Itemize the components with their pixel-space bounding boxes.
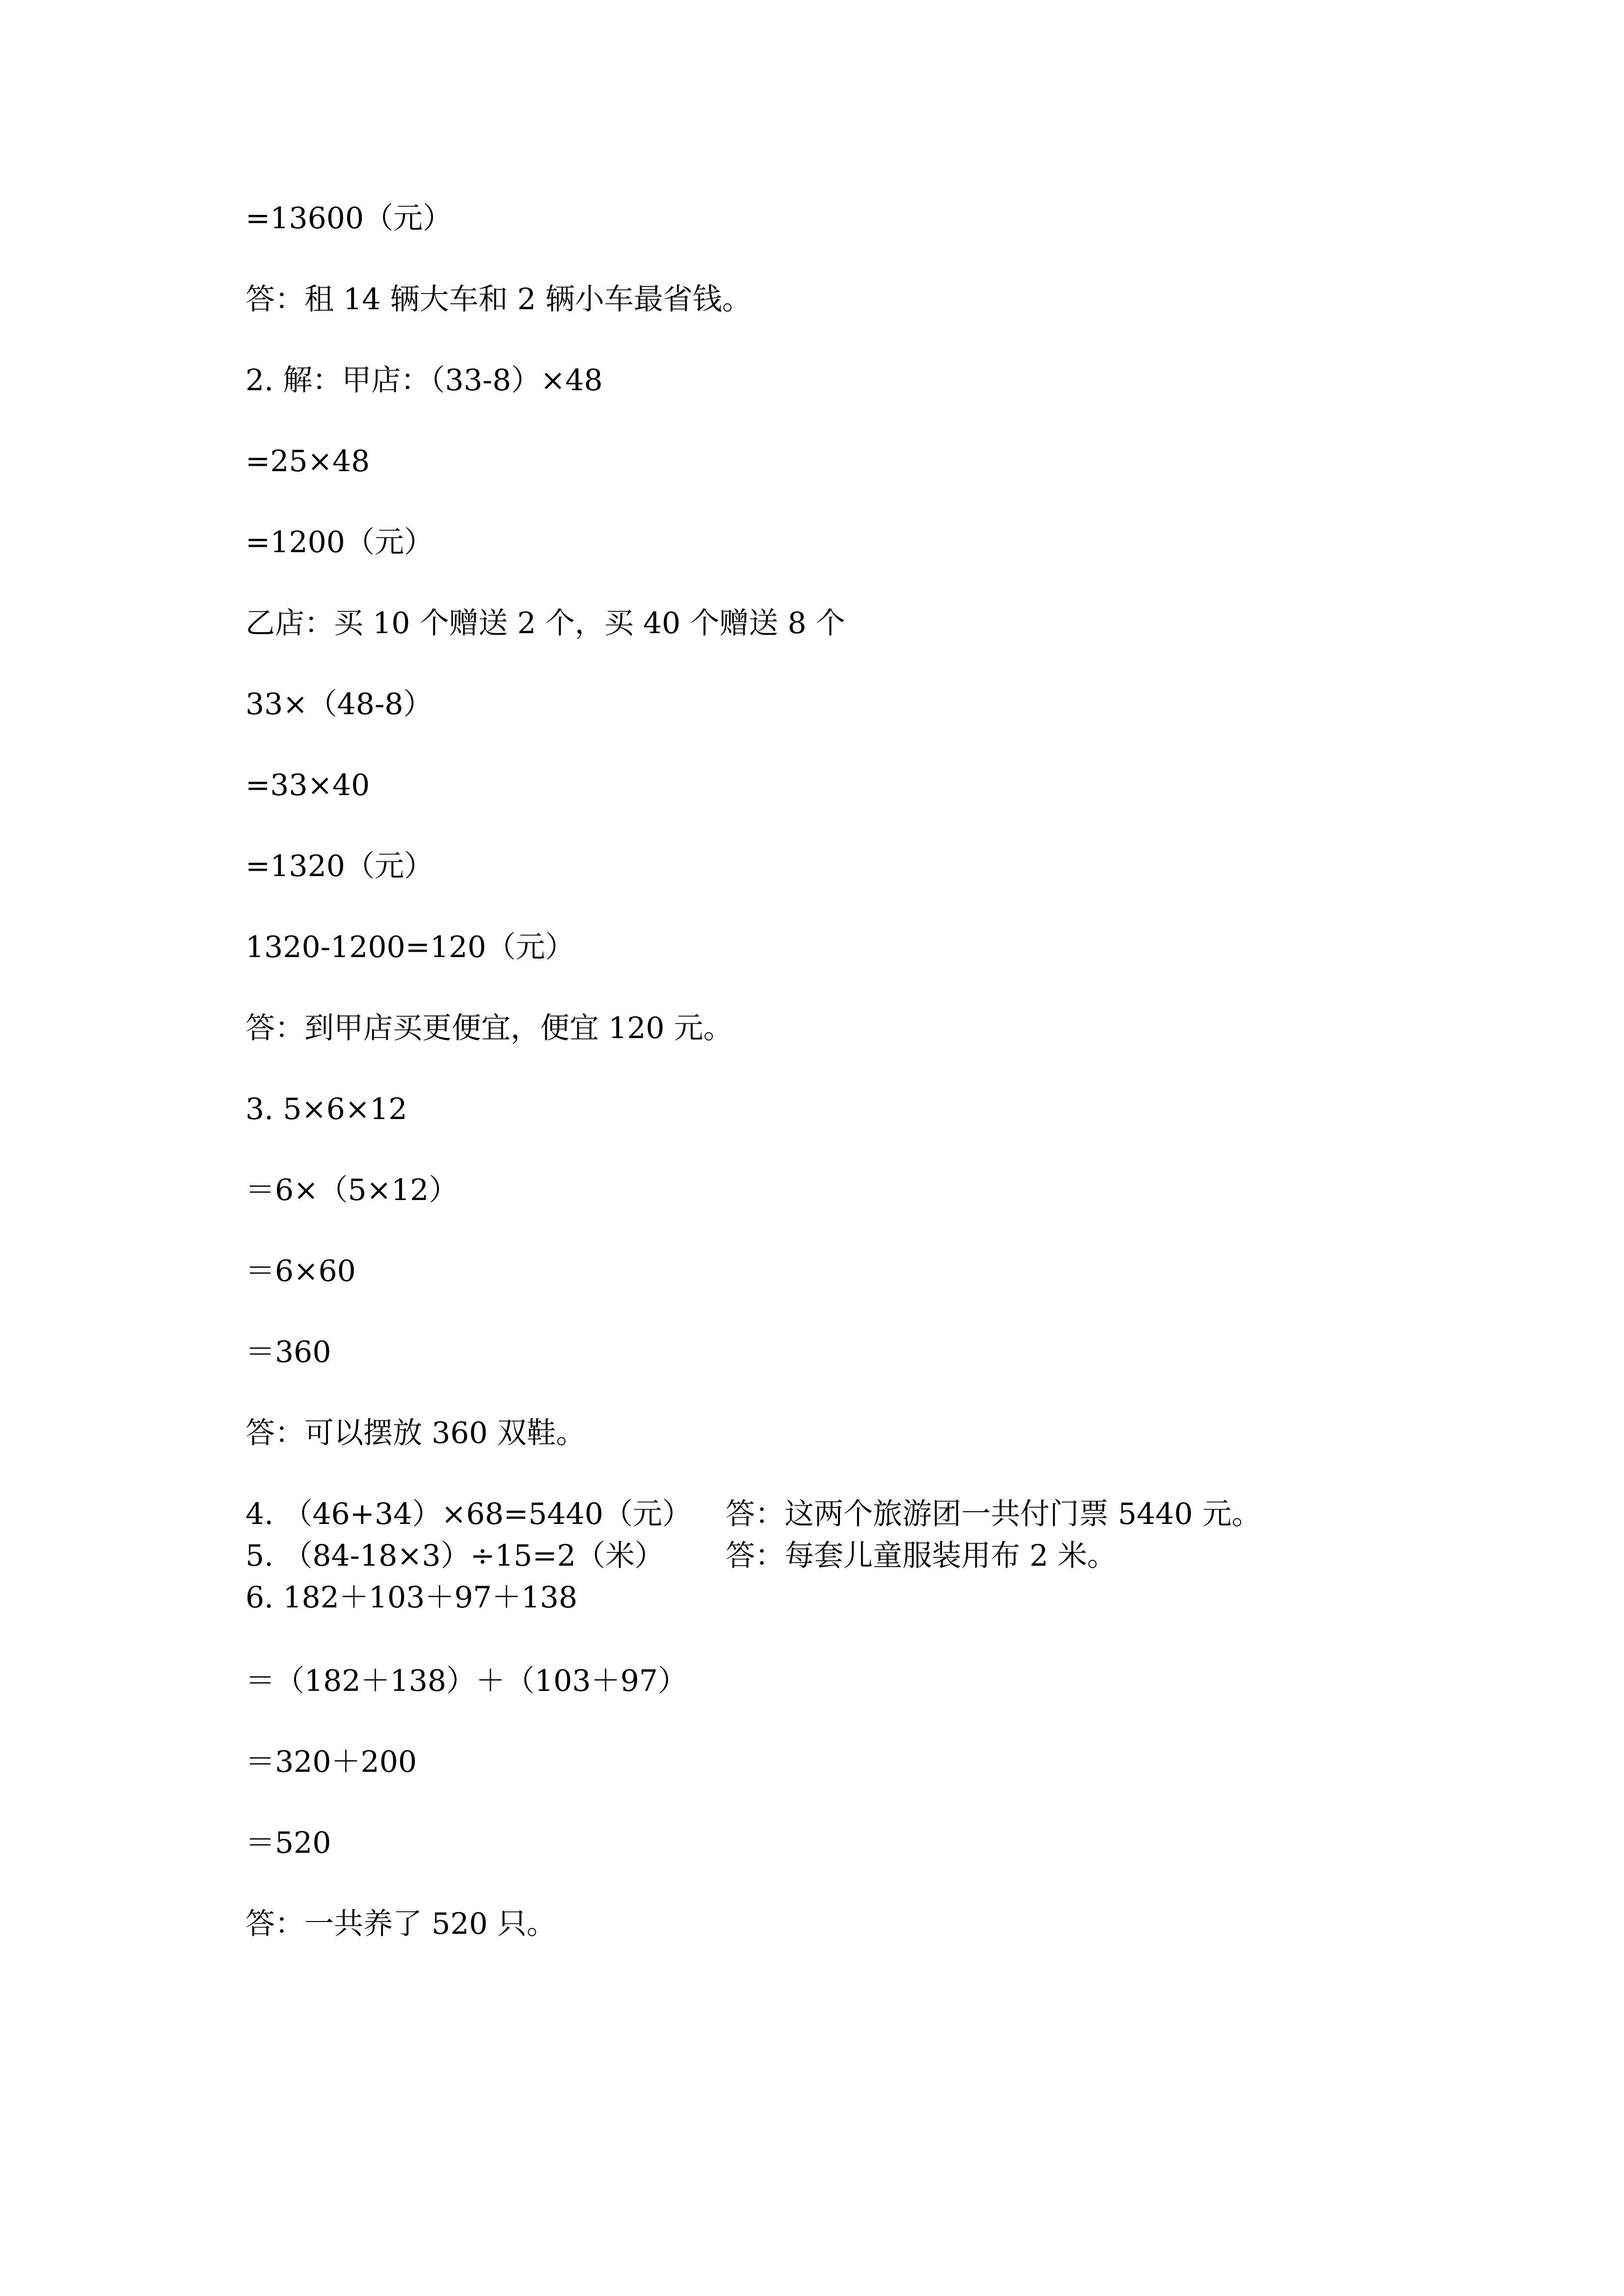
text-line: 2. 解：甲店：（33-8）×48 [245, 363, 603, 398]
answer-inline: 答：每套儿童服装用布 2 米。 [726, 1539, 1117, 1573]
text-line: 5. （84-18×3）÷15=2（米） [245, 1539, 664, 1573]
text-line: 4. （46+34）×68=5440（元） [245, 1497, 692, 1531]
text-line: ＝520 [245, 1826, 331, 1860]
text-line: ＝360 [245, 1335, 331, 1369]
text-line: 1320-1200=120（元） [245, 930, 575, 964]
text-line: 答：租 14 辆大车和 2 辆小车最省钱。 [245, 282, 752, 317]
text-line: =25×48 [245, 444, 370, 479]
text-line: =1200（元） [245, 525, 433, 560]
text-line: 答：到甲店买更便宜，便宜 120 元。 [245, 1011, 733, 1045]
answer-inline: 答：这两个旅游团一共付门票 5440 元。 [726, 1497, 1261, 1531]
text-line: ＝320＋200 [245, 1745, 417, 1779]
text-line: 3. 5×6×12 [245, 1092, 407, 1126]
text-line: 答：可以摆放 360 双鞋。 [245, 1416, 586, 1450]
text-line: ＝6×60 [245, 1254, 356, 1288]
text-line: =33×40 [245, 768, 370, 802]
text-line: 33×（48-8） [245, 687, 433, 721]
text-line: =1320（元） [245, 849, 433, 883]
text-line: ＝（182＋138）＋（103＋97） [245, 1664, 687, 1698]
text-line: =13600（元） [245, 201, 453, 236]
text-line: 答：一共养了 520 只。 [245, 1907, 556, 1941]
text-line: ＝6×（5×12） [245, 1173, 459, 1207]
text-line: 乙店：买 10 个赠送 2 个，买 40 个赠送 8 个 [245, 606, 845, 641]
text-line: 6. 182＋103＋97＋138 [245, 1580, 578, 1615]
